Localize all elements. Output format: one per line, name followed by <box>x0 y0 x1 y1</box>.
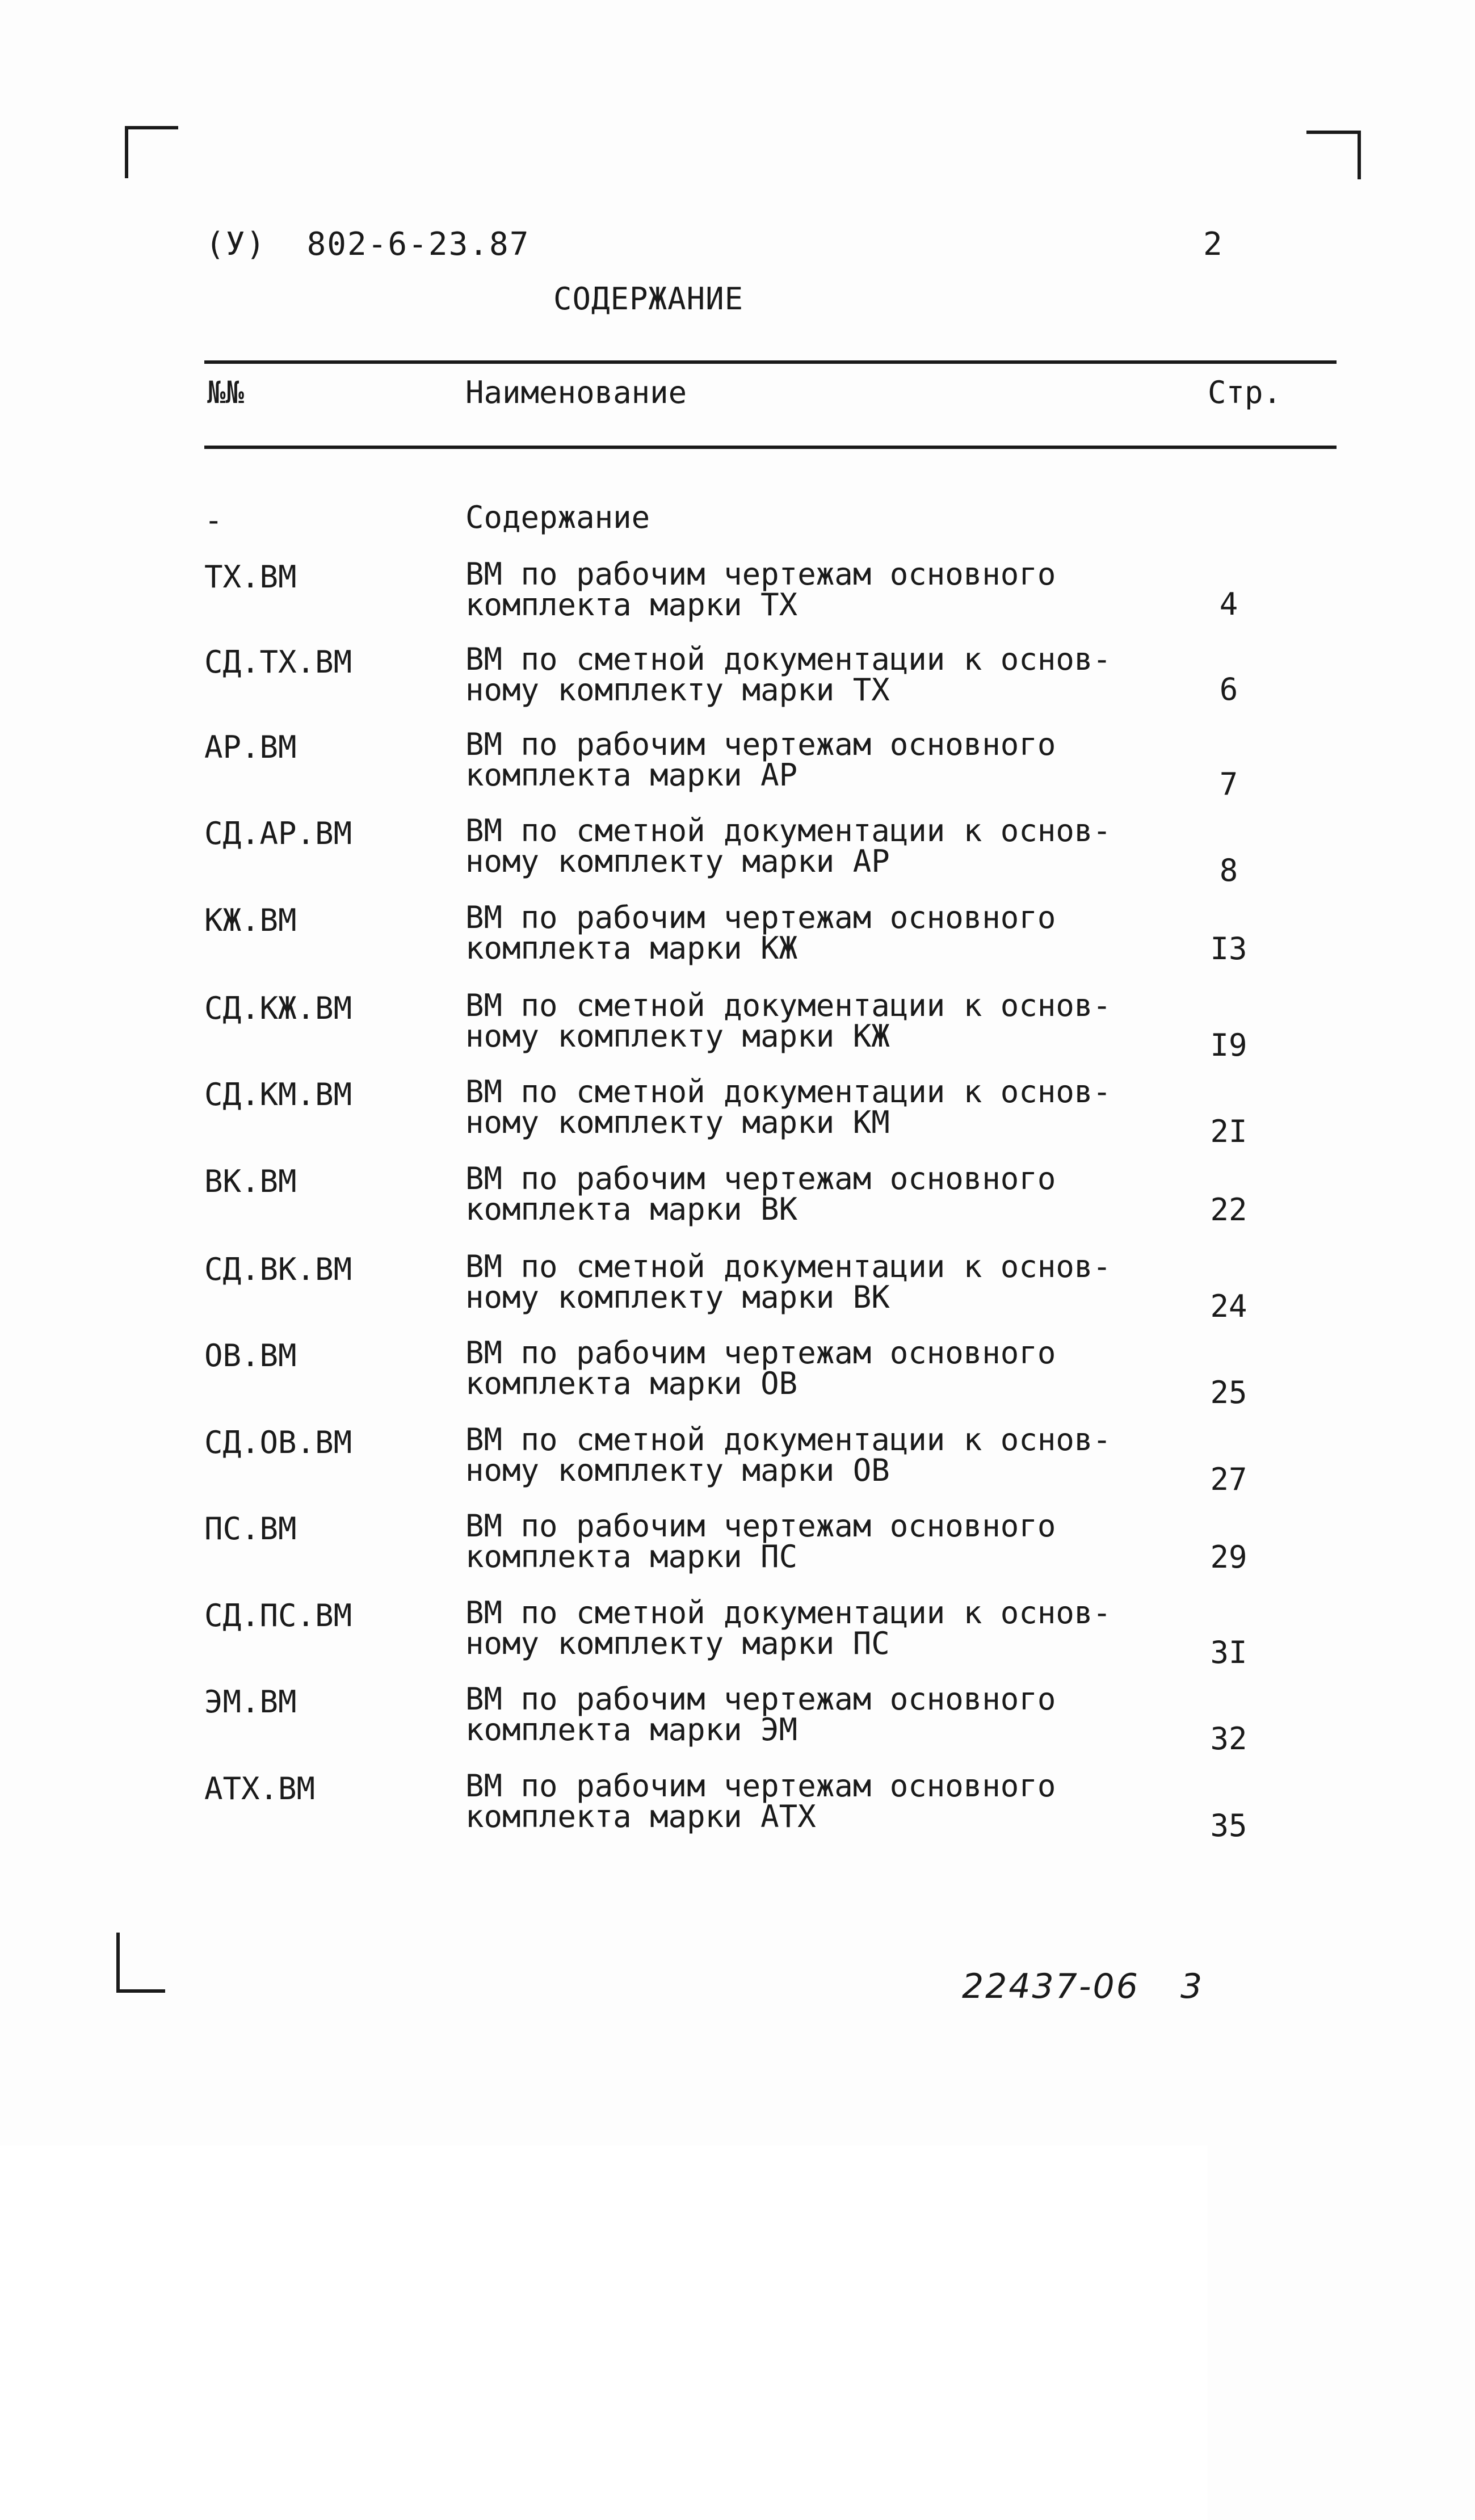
toc-entry-name: ВМ по сметной документации к основ- ному комплекту марки КЖ <box>465 988 1111 1054</box>
toc-entry-name: ВМ по рабочим чертежам основного комплекта марки ВК <box>465 1161 1056 1227</box>
toc-entry-name: ВМ по рабочим чертежам основного комплекта марки ТХ <box>465 556 1056 623</box>
toc-entry <box>0 1768 1475 1850</box>
toc-entry-name: ВМ по рабочим чертежам основного комплекта марки АР <box>465 726 1056 793</box>
toc-entry-page: 25 <box>1210 1375 1247 1410</box>
toc-entry-page: 8 <box>1219 852 1238 888</box>
toc-entry-code: СД.КМ.ВМ <box>204 1077 352 1112</box>
document-code: (У) 802-6-23.87 <box>205 226 530 263</box>
toc-entry-page: 29 <box>1210 1539 1247 1575</box>
toc-entry-page: 6 <box>1219 671 1238 707</box>
toc-entry-code: АТХ.ВМ <box>204 1771 316 1807</box>
toc-entry-code: ПС.ВМ <box>204 1511 297 1547</box>
toc-entry <box>0 1508 1475 1590</box>
toc-entry-name: ВМ по рабочим чертежам основного комплекта марки АТХ <box>465 1768 1056 1834</box>
toc-entry-page: I3 <box>1210 931 1247 967</box>
toc-entry <box>0 1422 1475 1504</box>
toc-entry-page: 7 <box>1219 766 1238 802</box>
toc-entry <box>0 556 1475 639</box>
toc-entry-name: ВМ по сметной документации к основ- ному комплекту марки КМ <box>465 1074 1111 1140</box>
toc-entry-page: I9 <box>1210 1027 1247 1063</box>
toc-entry-code: СД.ТХ.ВМ <box>204 644 352 680</box>
toc-entry-code: ТХ.ВМ <box>204 559 297 595</box>
column-header-number: №№ <box>207 375 245 410</box>
toc-entry-page: 24 <box>1210 1288 1247 1324</box>
toc-entry-page: 32 <box>1210 1721 1247 1757</box>
toc-entry <box>0 1681 1475 1763</box>
toc-entry <box>0 990 1475 1070</box>
toc-entry <box>0 902 1475 982</box>
column-header-name: Наименование <box>465 375 687 410</box>
toc-entry <box>0 1595 1475 1677</box>
toc-entry <box>0 1161 1475 1243</box>
toc-entry-page: 4 <box>1219 586 1238 622</box>
column-header-page: Стр. <box>1208 375 1475 2520</box>
toc-entry-name: ВМ по сметной документации к основ- ному комплекту марки ТХ <box>465 641 1111 708</box>
toc-entry-code: СД.ОВ.ВМ <box>204 1425 352 1460</box>
toc-entry-page: 27 <box>1210 1461 1247 1497</box>
toc-entry-name: Содержание <box>465 499 650 535</box>
toc-entry-name: ВМ по сметной документации к основ- ному комплекту марки ВК <box>465 1249 1111 1315</box>
toc-entry-code: СД.КЖ.ВМ <box>204 990 352 1026</box>
toc-entry <box>0 1335 1475 1417</box>
toc-entry <box>0 1251 1475 1331</box>
toc-entry-code: КЖ.ВМ <box>204 902 297 938</box>
toc-entry-page: 35 <box>1210 1808 1247 1843</box>
toc-entry-page: 3I <box>1210 1635 1247 1670</box>
toc-entry <box>0 641 1475 724</box>
toc-entry <box>0 813 1475 895</box>
toc-entry-code: СД.ВК.ВМ <box>204 1251 352 1287</box>
toc-entry-code: - <box>204 502 223 538</box>
toc-entry-name: ВМ по сметной документации к основ- ному комплекту марки ПС <box>465 1595 1111 1661</box>
toc-entry-name: ВМ по сметной документации к основ- ному комплекту марки ОВ <box>465 1422 1111 1488</box>
footer-sheet-number: 3 <box>1180 1967 1203 2006</box>
header-page-number: 2 <box>1203 226 1222 263</box>
toc-entry-code: СД.ПС.ВМ <box>204 1598 352 1633</box>
toc-entry-code: АР.ВМ <box>204 729 297 765</box>
toc-entry-name: ВМ по рабочим чертежам основного комплекта марки ОВ <box>465 1335 1056 1401</box>
toc-entry-code: ОВ.ВМ <box>204 1338 297 1374</box>
toc-entry-name: ВМ по рабочим чертежам основного комплекта марки ЭМ <box>465 1681 1056 1748</box>
page-title: СОДЕРЖАНИЕ <box>553 281 744 317</box>
toc-entry-page: 2I <box>1210 1114 1247 1149</box>
toc-entry <box>0 1074 1475 1156</box>
footer-document-code: 22437-06 <box>962 1967 1140 2006</box>
toc-entry-name: ВМ по сметной документации к основ- ному комплекту марки АР <box>465 813 1111 879</box>
toc-entry-code: ЭМ.ВМ <box>204 1684 297 1720</box>
toc-entry <box>0 726 1475 809</box>
toc-entry-name: ВМ по рабочим чертежам основного комплекта марки КЖ <box>465 900 1056 966</box>
toc-entry-code: ВК.ВМ <box>204 1164 297 1199</box>
toc-entry-page: 22 <box>1210 1192 1247 1228</box>
toc-entry-code: СД.АР.ВМ <box>204 816 352 851</box>
toc-entry-name: ВМ по рабочим чертежам основного комплекта марки ПС <box>465 1508 1056 1574</box>
